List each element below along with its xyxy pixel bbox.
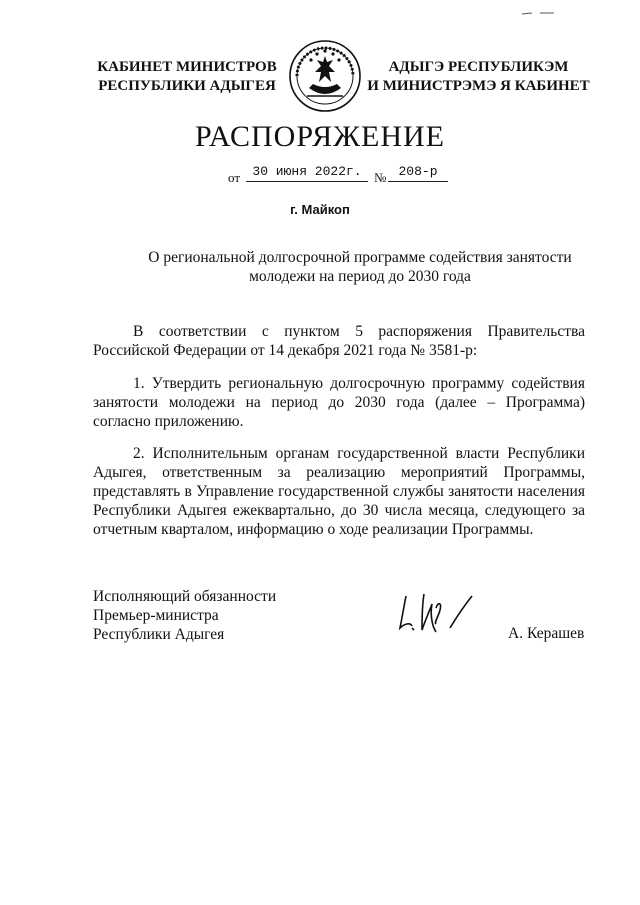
signer-title <box>93 587 276 644</box>
header-right-line-1: АДЫГЭ РЕСПУБЛИКЭМ <box>388 59 569 75</box>
date-label: от <box>228 170 241 185</box>
signer-title-line-1: Исполняющий обязанности <box>93 588 277 605</box>
signer-title-line-2: Премьер-министра <box>93 607 219 624</box>
scan-mark <box>520 8 560 18</box>
document-number: 208-р <box>388 164 448 182</box>
signer-name: А. Керашев <box>508 625 585 642</box>
header-right-org <box>366 58 591 96</box>
header-left-line-2: РЕСПУБЛИКИ АДЫГЕЯ <box>98 78 276 94</box>
registration-line <box>0 164 640 188</box>
paragraph-preamble <box>93 322 585 360</box>
document-title: РАСПОРЯЖЕНИЕ <box>194 120 446 153</box>
number-label: № <box>374 170 387 185</box>
signer-title-line-3: Республики Адыгея <box>93 626 225 643</box>
coat-of-arms-icon <box>287 38 363 114</box>
handwritten-signature <box>392 588 476 640</box>
city: г. Майкоп <box>290 202 350 217</box>
header-left-line-1: КАБИНЕТ МИНИСТРОВ <box>97 59 277 75</box>
paragraph-item-2-text: 2. Исполнительным органам государственной власти Республики Адыгея, ответственным за реализацию мероприятий Программы, представлять в Управление государственной службы занятости населения Республики Адыгея ежеквартально, до 30 числа месяца, следующего за отчетным кварталом, информацию о ходе реализации Программы. <box>93 445 585 538</box>
paragraph-preamble-text: В соответствии с пунктом 5 распоряжения Правительства Российской Федерации от 14 декабря 2021 года № 3581-р: <box>93 323 585 359</box>
paragraph-item-1-text: 1. Утвердить региональную долгосрочную программу содействия занятости молодежи на период до 2030 года (далее – Программа) согласно приложению. <box>93 375 585 430</box>
document-subject <box>140 248 580 286</box>
header-left-org <box>92 58 282 96</box>
paragraph-item-2 <box>93 444 585 539</box>
paragraph-item-1 <box>93 374 585 431</box>
subject-line-2: молодежи на период до 2030 года <box>249 268 471 285</box>
subject-line-1: О региональной долгосрочной программе содействия занятости <box>148 249 572 266</box>
header-right-line-2: И МИНИСТРЭМЭ Я КАБИНЕТ <box>367 78 590 94</box>
document-date: 30 июня 2022г. <box>246 164 368 182</box>
